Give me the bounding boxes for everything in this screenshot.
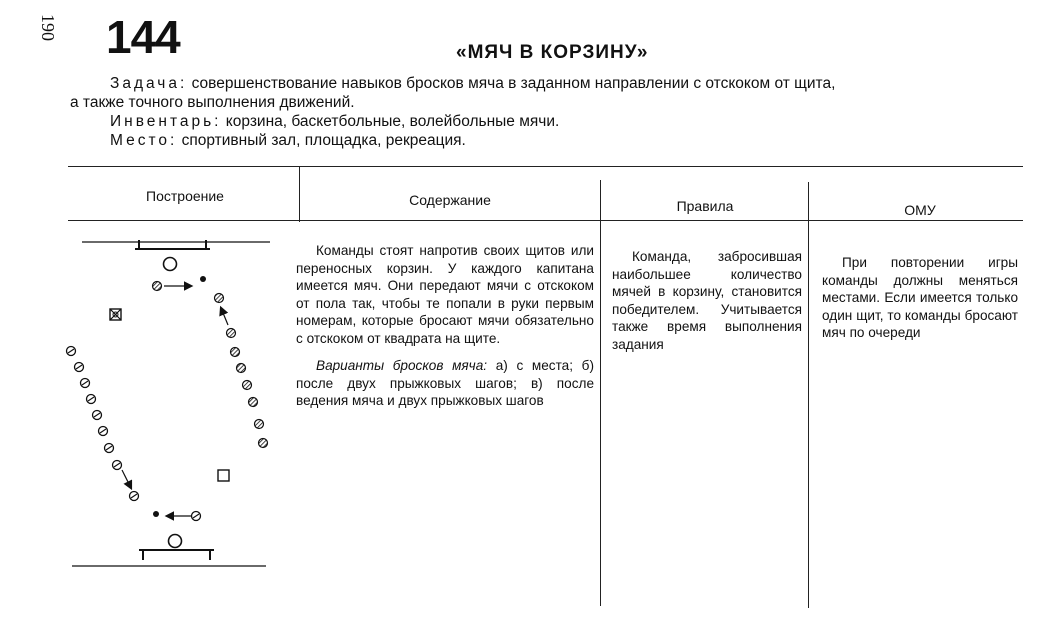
content-paragraph: Команды стоят напротив своих щитов или переносных корзин. У каждого капитана имеется мяч. Они передают мячи с отскоком от пола так, чтобы те попали в руки первым номерам, которые бросают мячи обязательно с отскоком от квадрата на щите. (296, 243, 594, 346)
column-divider-3 (808, 182, 809, 608)
task-line-2: а также точного выполнения движений. (70, 94, 355, 111)
top-captain (153, 276, 207, 291)
bottom-backboard (72, 535, 266, 567)
column-divider-1 (299, 166, 300, 222)
task-label: Задача: (110, 75, 188, 92)
content-variants (296, 357, 594, 410)
left-team (67, 347, 139, 501)
place-line (70, 131, 1030, 150)
rules-text: Команда, забросившая наибольшее количество мячей в корзину, становится победителем. Учитывается также время выполнения задания (612, 249, 802, 352)
game-title: «МЯЧ В КОРЗИНУ» (456, 42, 649, 63)
omu-text: При повторении игры команды должны меняться местами. Если имеется только один щит, то команды бросают мяч по очереди (822, 255, 1018, 340)
equipment-line (70, 112, 1030, 131)
rules-cell (612, 248, 802, 353)
table-top-rule (68, 166, 1023, 167)
formation-diagram (60, 230, 280, 580)
header-rules: Правила (676, 198, 734, 214)
page-number: 190 (38, 14, 58, 41)
game-meta (70, 74, 1030, 150)
game-number: 144 (106, 11, 180, 63)
variants-label: Варианты бросков мяча: (316, 358, 488, 373)
top-backboard (82, 240, 270, 271)
column-divider-2 (600, 180, 601, 606)
crossed-square-target (110, 309, 121, 320)
right-team (215, 294, 268, 448)
equipment-label: Инвентарь: (110, 113, 222, 130)
place-label: Место: (110, 132, 178, 149)
table-header-rule (68, 220, 1023, 221)
header-content: Содержание (409, 192, 491, 208)
content-cell (296, 242, 594, 410)
header-omu: ОМУ (904, 202, 936, 218)
place-text: спортивный зал, площадка, рекреация. (177, 132, 466, 149)
variants-text: а) с места; б) после двух прыжковых шагов; в) после ведения мяча и двух прыжковых шагов (296, 358, 594, 408)
bottom-captain (153, 511, 201, 521)
omu-cell (822, 254, 1018, 342)
equipment-text: корзина, баскетбольные, волейбольные мячи. (221, 113, 560, 130)
task-line (70, 74, 1030, 93)
header-construction: Построение (146, 188, 224, 204)
plain-square-target (218, 470, 229, 481)
task-text: совершенствование навыков бросков мяча в заданном направлении с отскоком от щита, (187, 75, 836, 92)
